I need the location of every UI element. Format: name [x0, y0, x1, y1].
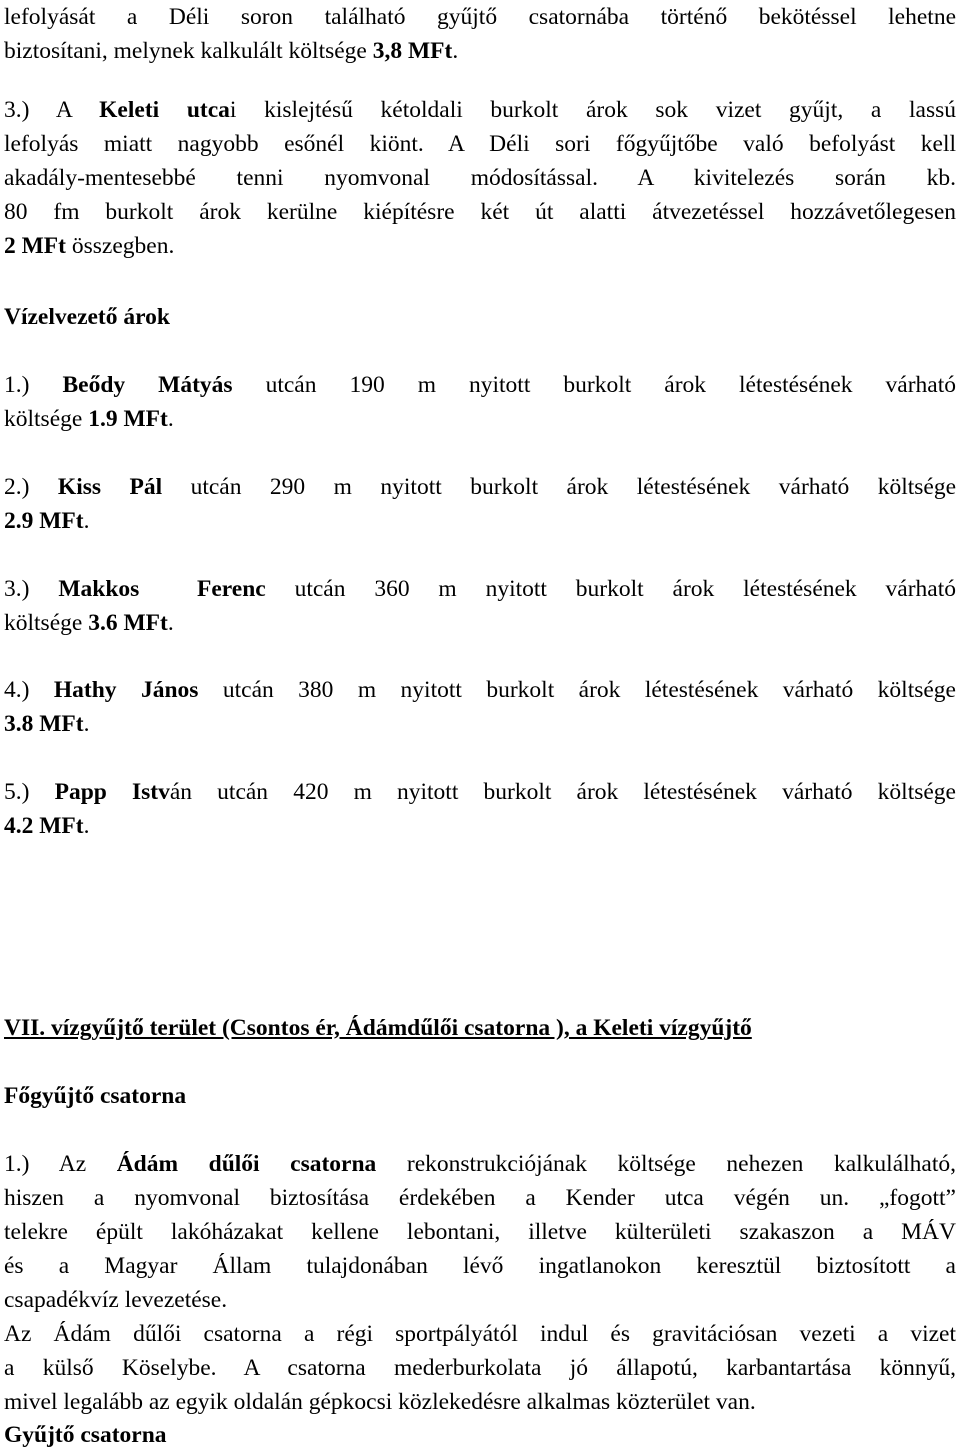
keleti-text-2: lefolyás miatt nagyobb esőnél kiönt. A Déli sori főgyűjtőbe való befolyást kell [4, 131, 956, 157]
intro-line-2 [4, 34, 956, 68]
keleti-text-3: akadály-mentesebbé tenni nyomvonal módosítással. A kivitelezés során kb. [4, 165, 956, 191]
ditch-3-num: 3.) [4, 576, 59, 602]
section-heading-vizelvezeto [4, 300, 956, 334]
adam-para-line-2 [4, 1351, 956, 1385]
ditch-1-street: Beődy Mátyás [62, 372, 233, 398]
keleti-line-5 [4, 229, 956, 263]
ditch-4-line-2 [4, 707, 956, 741]
fogyujto-line-2 [4, 1181, 956, 1215]
ditch-3-cost: 3.6 MFt [88, 610, 168, 636]
section-heading-gyujto [4, 1418, 956, 1452]
fogyujto-line-3 [4, 1215, 956, 1249]
section-heading-fogyujto [4, 1079, 956, 1113]
ditch-1-end: . [167, 406, 174, 432]
vii-title: VII. vízgyűjtő terület (Csontos ér, Ádámdűlői csatorna ), a Keleti vízgyűjtő [4, 1015, 752, 1041]
ditch-4-cost: 3.8 MFt [4, 711, 84, 737]
ditch-1-prefix: költsége [4, 406, 89, 432]
ditch-4-line-1 [4, 673, 956, 707]
keleti-street: Keleti utca [99, 97, 230, 123]
adam-canal-name: Ádám dűlői csatorna [116, 1151, 377, 1177]
gyujto-title: Gyűjtő csatorna [4, 1422, 167, 1448]
ditch-1-num: 1.) [4, 372, 63, 398]
ditch-3-line-2 [4, 606, 956, 640]
ditch-5-text: utcán 420 m nyitott burkolt árok létestésének várható költsége [192, 779, 956, 805]
fogyujto-line-5 [4, 1283, 956, 1317]
keleti-text-1: i kislejtésű kétoldali burkolt árok sok vizet gyűjt, a lassú [229, 97, 956, 123]
ditch-5-num: 5.) [4, 779, 55, 805]
ditch-5-cost: 4.2 MFt [4, 813, 84, 839]
fogyujto-text-1: rekonstrukciójának költsége nehezen kalkulálható, [376, 1151, 957, 1177]
fogyujto-text-5: csapadékvíz levezetése. [4, 1287, 228, 1313]
keleti-text-4: 80 fm burkolt árok kerülne kiépítésre két út alatti átvezetéssel hozzávetőlegesen [4, 199, 956, 225]
ditch-2-line-1 [4, 470, 956, 504]
ditch-4-num: 4.) [4, 677, 54, 703]
adam-para-line-3 [4, 1385, 956, 1419]
ditch-5-line-1 [4, 775, 956, 809]
ditch-2-end: . [83, 508, 90, 534]
vizelvezeto-title: Vízelvezető árok [4, 304, 170, 330]
adam-para-line-1 [4, 1317, 956, 1351]
ditch-5-line-2 [4, 809, 956, 843]
keleti-num: 3.) A [4, 97, 100, 123]
ditch-1-cost: 1.9 MFt [88, 406, 168, 432]
intro-end: . [452, 38, 459, 64]
ditch-4-text: utcán 380 m nyitott burkolt árok létestésének várható költsége [198, 677, 956, 703]
ditch-4-end: . [83, 711, 90, 737]
keleti-line-4 [4, 195, 956, 229]
ditch-5-street-rest: án [169, 779, 193, 805]
fogyujto-line-4 [4, 1249, 956, 1283]
adam-para-text-1: Az Ádám dűlői csatorna a régi sportpályától indul és gravitációsan vezeti a vizet [4, 1321, 956, 1347]
ditch-3-text: utcán 360 m nyitott burkolt árok létestésének várható [265, 576, 957, 602]
fogyujto-text-3: telekre épült lakóházakat kellene lebontani, illetve külterületi szakaszon a MÁV [4, 1219, 956, 1245]
keleti-line-2 [4, 127, 956, 161]
ditch-2-street: Kiss Pál [57, 474, 163, 500]
keleti-text-5: összegben. [66, 233, 175, 259]
ditch-3-street: Makkos Ferenc [58, 576, 266, 602]
ditch-2-num: 2.) [4, 474, 58, 500]
fogyujto-text-4: és a Magyar Állam tulajdonában lévő ingatlanokon keresztül biztosított a [4, 1253, 956, 1279]
ditch-2-cost: 2.9 MFt [4, 508, 84, 534]
ditch-1-line-1 [4, 368, 956, 402]
intro-cost: 3,8 MFt [372, 38, 453, 64]
ditch-3-prefix: költsége [4, 610, 89, 636]
keleti-line-3 [4, 161, 956, 195]
ditch-5-end: . [83, 813, 90, 839]
keleti-cost: 2 MFt [4, 233, 66, 259]
ditch-2-text: utcán 290 m nyitott burkolt árok létestésének várható költsége [162, 474, 957, 500]
fogyujto-num: 1.) Az [4, 1151, 117, 1177]
ditch-4-street: Hathy János [53, 677, 199, 703]
ditch-2-line-2 [4, 504, 956, 538]
intro-text-2: biztosítani, melynek kalkulált költsége [4, 38, 373, 64]
adam-para-text-3: mivel legalább az egyik oldalán gépkocsi közlekedésre alkalmas közterület van. [4, 1389, 756, 1415]
ditch-1-line-2 [4, 402, 956, 436]
section-heading-vii [4, 1011, 956, 1045]
fogyujto-text-2: hiszen a nyomvonal biztosítása érdekében a Kender utca végén un. „fogott” [4, 1185, 956, 1211]
fogyujto-line-1 [4, 1147, 956, 1181]
fogyujto-title: Főgyűjtő csatorna [4, 1083, 187, 1109]
ditch-3-line-1 [4, 572, 956, 606]
ditch-3-end: . [167, 610, 174, 636]
intro-text-1: lefolyását a Déli soron található gyűjtő csatornába történő bekötéssel lehetne [4, 4, 956, 30]
adam-para-text-2: a külső Köselybe. A csatorna mederburkolata jó állapotú, karbantartása könnyű, [4, 1355, 956, 1381]
ditch-5-street: Papp Istv [54, 779, 170, 805]
ditch-1-text: utcán 190 m nyitott burkolt árok létestésének várható [232, 372, 957, 398]
intro-line-1 [4, 0, 956, 34]
keleti-line-1 [4, 93, 956, 127]
